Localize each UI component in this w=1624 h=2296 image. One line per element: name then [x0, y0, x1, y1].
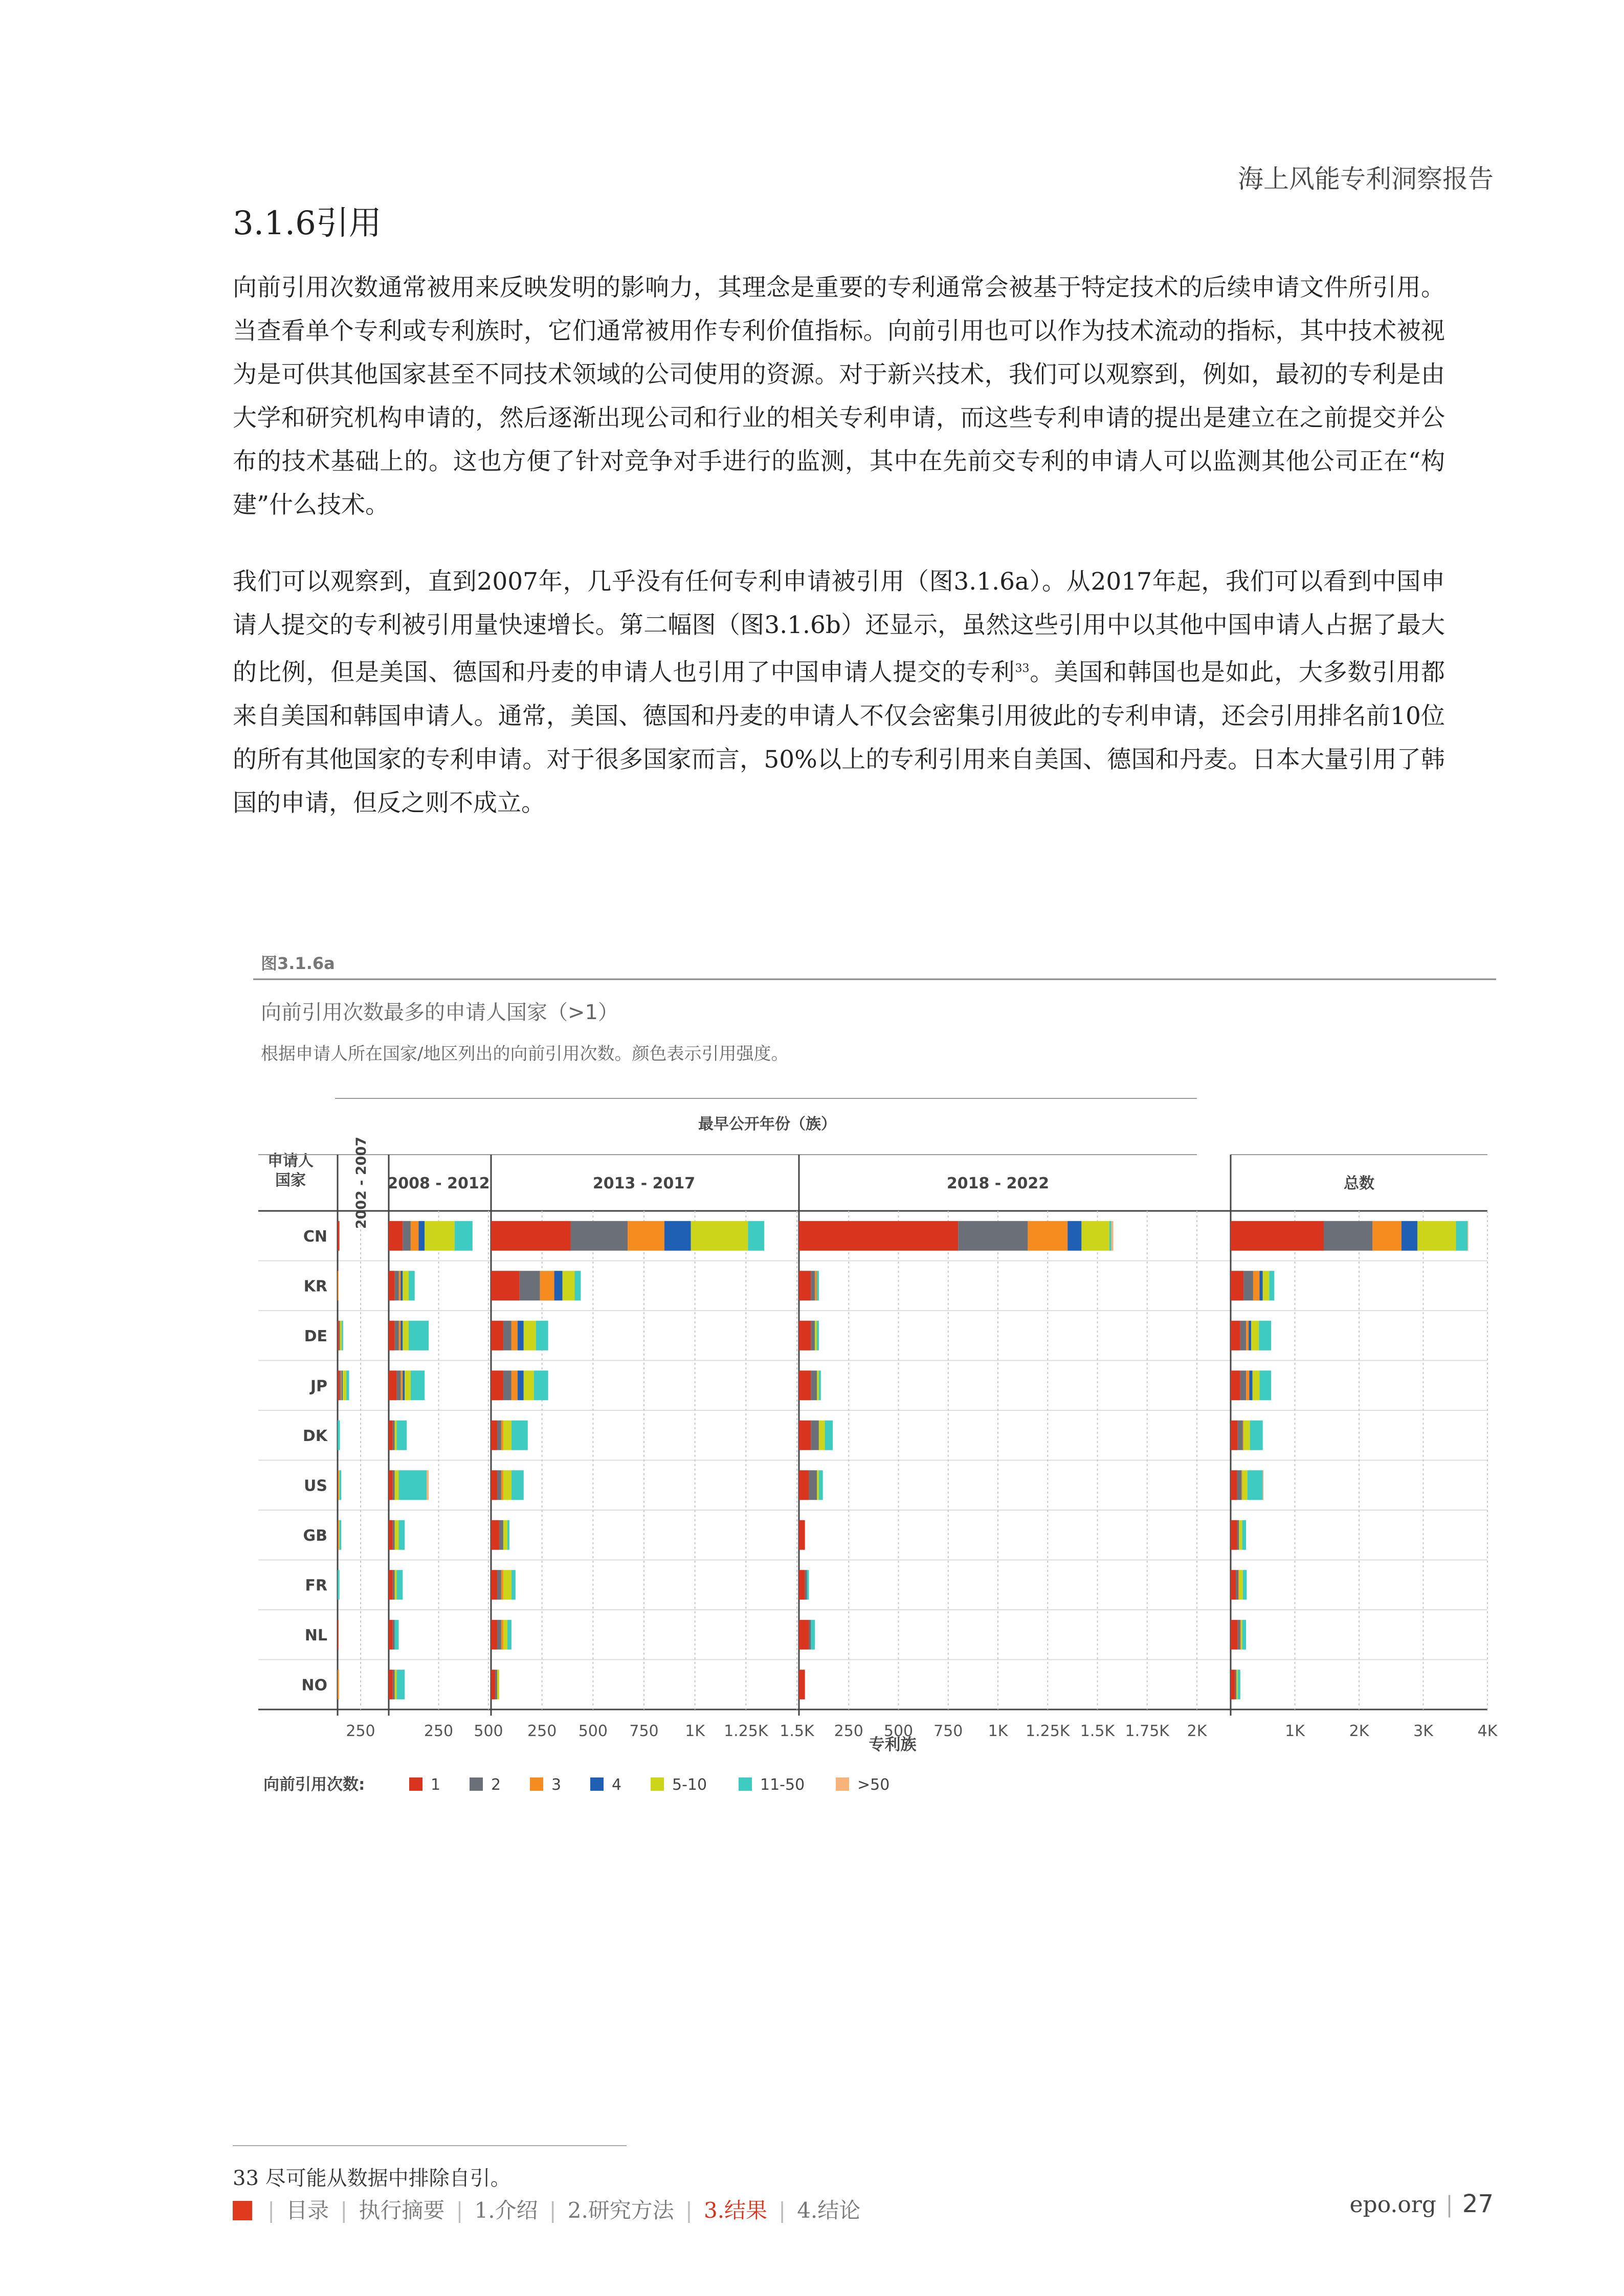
bar-segment-us-5 [339, 1470, 340, 1500]
bar-segment-us-5 [1242, 1470, 1248, 1500]
tick-label: 1K [1285, 1722, 1305, 1740]
bar-segment-fr-2 [805, 1570, 807, 1600]
bar-segment-nl-2 [497, 1620, 501, 1650]
bar-segment-de-2 [1240, 1321, 1246, 1350]
bar-segment-us-1 [799, 1470, 809, 1500]
bar-segment-nl-6 [1242, 1620, 1247, 1650]
tick-label: 2K [1349, 1722, 1369, 1740]
bar-segment-nl-6 [811, 1620, 815, 1650]
bar-segment-kr-3 [338, 1271, 339, 1300]
bar-segment-de-1 [338, 1321, 339, 1350]
bar-segment-us-2 [1237, 1470, 1242, 1500]
separator: | [456, 2198, 463, 2223]
bar-segment-cn-6 [1109, 1221, 1111, 1251]
separator: | [1445, 2192, 1453, 2218]
bar-segment-gb-5 [503, 1520, 507, 1550]
bar-segment-cn-2 [403, 1221, 411, 1251]
report-title: 海上风能专利洞察报告 [1238, 164, 1494, 194]
legend-swatch [590, 1777, 604, 1791]
bar-segment-de-2 [339, 1321, 340, 1350]
bar-segment-dk-1 [389, 1421, 393, 1450]
bar-segment-us-5 [817, 1470, 819, 1500]
tick-label: 3K [1413, 1722, 1433, 1740]
bar-segment-no-2 [495, 1670, 497, 1699]
bar-segment-gb-6 [399, 1520, 405, 1550]
bar-segment-nl-2 [809, 1620, 811, 1650]
bar-segment-jp-1 [338, 1370, 340, 1400]
bar-segment-kr-2 [520, 1271, 540, 1300]
bar-segment-de-5 [403, 1321, 409, 1350]
nav-link-method[interactable]: 2.研究方法 [567, 2198, 674, 2223]
bar-segment-nl-1 [389, 1620, 393, 1650]
bar-segment-jp-3 [511, 1370, 518, 1400]
bar-segment-fr-5 [503, 1570, 511, 1600]
bar-segment-cn-4 [664, 1221, 691, 1251]
bar-segment-cn-1 [1231, 1221, 1324, 1251]
bar-segment-cn-4 [1067, 1221, 1081, 1251]
tick-label: 750 [933, 1722, 963, 1740]
bar-segment-cn-1 [338, 1221, 340, 1251]
bar-segment-us-1 [389, 1470, 393, 1500]
group-title: 最早公开年份（族） [698, 1115, 836, 1133]
bar-segment-kr-5 [1263, 1271, 1270, 1300]
panel-title: 2013 - 2017 [592, 1175, 696, 1192]
bar-segment-nl-2 [1238, 1620, 1240, 1650]
bar-segment-jp-4 [1249, 1370, 1252, 1400]
panel-title: 2018 - 2022 [946, 1175, 1050, 1192]
bar-segment-nl-5 [503, 1620, 507, 1650]
bar-segment-nl-6 [395, 1620, 399, 1650]
bar-segment-no-3 [338, 1670, 339, 1699]
bar-segment-jp-2 [1240, 1370, 1246, 1400]
bar-segment-cn-4 [419, 1221, 425, 1251]
bar-segment-de-6 [1259, 1321, 1271, 1350]
bar-segment-us-2 [809, 1470, 817, 1500]
bar-segment-kr-2 [811, 1271, 815, 1300]
bar-segment-de-1 [491, 1321, 503, 1350]
bar-segment-jp-6 [534, 1370, 548, 1400]
bar-segment-fr-2 [497, 1570, 501, 1600]
bar-segment-kr-3 [540, 1271, 554, 1300]
bar-segment-cn-7 [1111, 1221, 1114, 1251]
bar-segment-cn-2 [958, 1221, 1028, 1251]
bar-segment-jp-5 [405, 1370, 411, 1400]
bar-segment-kr-3 [815, 1271, 817, 1300]
bar-segment-de-4 [1249, 1321, 1251, 1350]
legend-swatch [651, 1777, 664, 1791]
tick-label: 250 [834, 1722, 863, 1740]
tick-label: 750 [629, 1722, 659, 1740]
bar-segment-jp-1 [1231, 1370, 1240, 1400]
bar-segment-jp-6 [346, 1370, 349, 1400]
bar-segment-nl-6 [507, 1620, 511, 1650]
bar-segment-dk-1 [1231, 1421, 1238, 1450]
bar-segment-cn-5 [1417, 1221, 1456, 1251]
bar-segment-no-5 [395, 1670, 397, 1699]
bar-segment-us-7 [1263, 1470, 1264, 1500]
legend-label: >50 [857, 1776, 890, 1794]
bar-segment-de-6 [409, 1321, 429, 1350]
separator: | [549, 2198, 557, 2223]
bar-segment-us-7 [427, 1470, 429, 1500]
tick-label: 500 [578, 1722, 608, 1740]
bar-segment-fr-3 [501, 1570, 503, 1600]
tick-label: 1.25K [1026, 1722, 1070, 1740]
bar-segment-dk-2 [811, 1421, 819, 1450]
bar-segment-fr-6 [397, 1570, 403, 1600]
tick-label: 1.5K [780, 1722, 814, 1740]
footer-nav [233, 2194, 860, 2224]
nav-link-intro[interactable]: 1.介绍 [474, 2198, 538, 2223]
bar-segment-gb-5 [339, 1520, 340, 1550]
bar-segment-us-3 [501, 1470, 503, 1500]
bar-segment-jp-3 [401, 1370, 403, 1400]
bar-segment-cn-5 [691, 1221, 748, 1251]
bar-segment-cn-1 [799, 1221, 958, 1251]
tick-label: 1.75K [1125, 1722, 1169, 1740]
footnote-num: 33 [233, 2167, 259, 2190]
bar-segment-kr-4 [401, 1271, 403, 1300]
paragraph-2-part-a: 我们可以观察到，直到2007年，几乎没有任何专利申请被引用（图3.1.6a）。从2017年起，我们可以看到中国申请人提交的专利被引用量快速增长。第二幅图（图3.1.6b）还显示，虽然这些引用中以其他中国申请人占据了最大的比例，但是美国、德国和丹麦的申请人也引用了中国申请人提交的专利 [233, 568, 1445, 687]
tick-label: 1.25K [724, 1722, 768, 1740]
legend-label: 11-50 [760, 1776, 805, 1794]
legend-swatch [470, 1777, 483, 1791]
bar-segment-jp-5 [1253, 1370, 1260, 1400]
bar-segment-no-6 [1238, 1670, 1240, 1699]
bar-segment-de-3 [399, 1321, 401, 1350]
category-label-dk: DK [302, 1427, 327, 1445]
bar-segment-de-2 [811, 1321, 815, 1350]
bar-segment-kr-6 [409, 1271, 415, 1300]
bar-segment-no-1 [491, 1670, 495, 1699]
bar-segment-jp-4 [518, 1370, 524, 1400]
category-label-gb: GB [303, 1526, 327, 1545]
bar-segment-gb-6 [340, 1520, 342, 1550]
category-label-jp: JP [310, 1377, 327, 1395]
bar-segment-de-3 [511, 1321, 518, 1350]
nav-link-toc[interactable]: 目录 [286, 2198, 329, 2223]
bar-segment-fr-6 [338, 1570, 340, 1600]
bar-segment-kr-6 [1269, 1271, 1274, 1300]
bar-segment-gb-1 [338, 1520, 339, 1550]
bar-segment-cn-3 [628, 1221, 664, 1251]
bar-segment-fr-1 [799, 1570, 805, 1600]
bar-segment-de-3 [1246, 1321, 1249, 1350]
tick-label: 250 [527, 1722, 557, 1740]
bar-segment-gb-5 [1239, 1520, 1242, 1550]
bar-segment-us-2 [393, 1470, 395, 1500]
separator: | [778, 2198, 786, 2223]
bar-segment-nl-1 [338, 1620, 339, 1650]
tick-label: 4K [1477, 1722, 1498, 1740]
nav-link-summary[interactable]: 执行摘要 [359, 2198, 445, 2223]
bar-segment-no-1 [389, 1670, 393, 1699]
x-axis-label: 专利族 [869, 1736, 917, 1754]
bar-segment-jp-6 [1259, 1370, 1271, 1400]
bar-segment-jp-3 [341, 1370, 342, 1400]
bar-segment-jp-6 [819, 1370, 821, 1400]
bar-segment-jp-2 [397, 1370, 401, 1400]
bar-segment-cn-6 [748, 1221, 764, 1251]
bar-segment-cn-2 [1324, 1221, 1372, 1251]
bar-segment-gb-6 [1242, 1520, 1247, 1550]
bar-segment-jp-4 [403, 1370, 405, 1400]
bar-segment-dk-3 [501, 1421, 503, 1450]
legend-label: 5-10 [672, 1776, 707, 1794]
panel-title: 2008 - 2012 [387, 1175, 490, 1192]
bar-segment-de-5 [1251, 1321, 1259, 1350]
bar-segment-jp-5 [524, 1370, 534, 1400]
bar-segment-kr-5 [403, 1271, 409, 1300]
bar-segment-kr-1 [491, 1271, 520, 1300]
bar-segment-dk-6 [1250, 1421, 1263, 1450]
tick-label: 500 [883, 1722, 914, 1740]
bar-segment-kr-1 [1231, 1271, 1243, 1300]
row-header-line1: 申请人 [268, 1152, 314, 1170]
bar-segment-fr-5 [1239, 1570, 1243, 1600]
bar-segment-nl-1 [1231, 1620, 1238, 1650]
figure-title: 向前引用次数最多的申请人国家（>1） [261, 1001, 618, 1024]
nav-link-conclusion[interactable]: 4.结论 [797, 2198, 861, 2223]
bar-segment-gb-2 [393, 1520, 395, 1550]
bar-segment-us-6 [340, 1470, 342, 1500]
bar-segment-us-6 [1248, 1470, 1263, 1500]
category-label-us: US [304, 1477, 327, 1495]
nav-link-results[interactable]: 3.结果 [703, 2198, 768, 2223]
category-label-no: NO [301, 1676, 327, 1695]
figure-subtitle: 根据申请人所在国家/地区列出的向前引用次数。颜色表示引用强度。 [261, 1044, 789, 1064]
bar-segment-us-2 [497, 1470, 501, 1500]
separator: | [340, 2198, 348, 2223]
legend-label: 3 [551, 1776, 562, 1794]
bar-segment-jp-1 [799, 1370, 811, 1400]
tick-label: 500 [474, 1722, 503, 1740]
bar-segment-fr-6 [511, 1570, 516, 1600]
footnote-rule [233, 2145, 627, 2146]
bar-segment-gb-1 [491, 1520, 499, 1550]
tick-label: 2K [1187, 1722, 1207, 1740]
bar-segment-gb-1 [1231, 1520, 1237, 1550]
site-link[interactable]: epo.org [1349, 2192, 1437, 2218]
bar-segment-kr-4 [554, 1271, 563, 1300]
legend-label: 1 [431, 1776, 441, 1794]
bar-segment-dk-6 [338, 1421, 340, 1450]
bar-segment-dk-6 [825, 1421, 833, 1450]
paragraph-2-part-b: 。美国和韩国也是如此，大多数引用都来自美国和韩国申请人。通常，美国、德国和丹麦的申请人不仅会密集引用彼此的专利申请，还会引用排名前10位的所有其他国家的专利申请。对于很多国家而言，50%以上的专利引用来自美国、德国和丹麦。日本大量引用了韩国的申请，但反之则不成立。 [233, 658, 1445, 817]
section-title: 3.1.6引用 [233, 205, 382, 242]
bar-segment-us-1 [1231, 1470, 1237, 1500]
bar-segment-no-6 [397, 1670, 405, 1699]
bar-segment-cn-4 [1401, 1221, 1417, 1251]
bar-segment-gb-2 [499, 1520, 503, 1550]
row-header-line2: 国家 [275, 1172, 306, 1189]
bar-segment-fr-1 [1231, 1570, 1236, 1600]
tick-label: 1K [685, 1722, 705, 1740]
legend-swatch [530, 1777, 543, 1791]
panel-title: 总数 [1344, 1175, 1374, 1192]
bar-segment-nl-1 [799, 1620, 809, 1650]
bar-segment-nl-2 [393, 1620, 395, 1650]
bar-segment-cn-1 [491, 1221, 570, 1251]
category-label-cn: CN [303, 1227, 327, 1246]
legend-title: 向前引用次数: [263, 1775, 365, 1794]
bar-segment-cn-2 [570, 1221, 628, 1251]
bar-segment-dk-1 [491, 1421, 497, 1450]
bar-segment-us-5 [395, 1470, 399, 1500]
footnote-ref[interactable]: 33 [1015, 662, 1030, 675]
bar-segment-de-2 [503, 1321, 511, 1350]
bar-segment-us-1 [338, 1470, 339, 1500]
bar-segment-dk-6 [397, 1421, 407, 1450]
figure-label: 图3.1.6a [261, 954, 335, 973]
legend-swatch [409, 1777, 422, 1791]
bar-segment-dk-5 [1243, 1421, 1250, 1450]
chart-body [258, 1137, 1498, 1794]
paragraph-1: 向前引用次数通常被用来反映发明的影响力，其理念是重要的专利通常会被基于特定技术的后续申请文件所引用。当查看单个专利或专利族时，它们通常被用作专利价值指标。向前引用也可以作为技术流动的指标，其中技术被视为是可供其他国家甚至不同技术领域的公司使用的资源。对于新兴技术，我们可以观察到，例如，最初的专利是由大学和研究机构申请的，然后逐渐出现公司和行业的相关专利申请，而这些专利申请的提出是建立在之前提交并公布的技术基础上的。这也方便了针对竞争对手进行的监测，其中在先前交专利的申请人可以监测其他公司正在“构建”什么技术。 [233, 274, 1445, 519]
bar-segment-dk-5 [503, 1421, 511, 1450]
bar-segment-no-1 [799, 1670, 805, 1699]
bar-segment-dk-2 [497, 1421, 501, 1450]
bar-segment-fr-1 [389, 1570, 393, 1600]
bar-segment-cn-3 [1372, 1221, 1401, 1251]
separator: | [685, 2198, 693, 2223]
bar-segment-de-5 [524, 1321, 536, 1350]
legend-swatch [836, 1777, 849, 1791]
separator: | [268, 2198, 275, 2223]
bar-segment-us-5 [503, 1470, 511, 1500]
bar-segment-de-1 [799, 1321, 811, 1350]
bar-segment-dk-5 [819, 1421, 825, 1450]
bar-segment-fr-6 [807, 1570, 809, 1600]
bar-segment-dk-2 [393, 1421, 395, 1450]
bar-segment-dk-1 [799, 1421, 811, 1450]
panel-title: 2002 - 2007 [353, 1136, 369, 1229]
page-number: 27 [1462, 2190, 1494, 2218]
bar-segment-cn-1 [389, 1221, 403, 1251]
bar-segment-nl-3 [501, 1620, 503, 1650]
bar-segment-no-2 [393, 1670, 395, 1699]
tick-label: 1.5K [1080, 1722, 1115, 1740]
bar-segment-fr-2 [1236, 1570, 1238, 1600]
bar-segment-kr-4 [1259, 1271, 1262, 1300]
bar-segment-de-1 [389, 1321, 395, 1350]
bar-segment-jp-5 [343, 1370, 346, 1400]
category-label-de: DE [304, 1327, 327, 1345]
bar-segment-gb-2 [1237, 1520, 1239, 1550]
bar-segment-us-6 [511, 1470, 524, 1500]
bar-segment-kr-3 [1253, 1271, 1260, 1300]
category-label-fr: FR [305, 1577, 327, 1595]
bar-segment-us-6 [399, 1470, 427, 1500]
bar-segment-de-5 [815, 1321, 817, 1350]
bar-segment-jp-4 [342, 1370, 343, 1400]
bar-segment-gb-1 [389, 1520, 393, 1550]
bar-segment-cn-6 [455, 1221, 473, 1251]
bar-segment-cn-6 [1456, 1221, 1468, 1251]
bar-segment-no-1 [1231, 1670, 1235, 1699]
bar-segment-jp-6 [411, 1370, 425, 1400]
legend-swatch [739, 1777, 752, 1791]
bar-segment-de-6 [536, 1321, 548, 1350]
bar-segment-fr-6 [1243, 1570, 1247, 1600]
bar-segment-de-6 [817, 1321, 819, 1350]
bar-segment-cn-3 [411, 1221, 419, 1251]
bar-segment-de-5 [340, 1321, 342, 1350]
footer-right [1349, 2190, 1494, 2218]
bar-segment-fr-2 [393, 1570, 395, 1600]
bar-segment-dk-2 [1238, 1421, 1243, 1450]
bar-segment-jp-3 [1246, 1370, 1249, 1400]
tick-label: 250 [346, 1722, 375, 1740]
bar-segment-cn-5 [1081, 1221, 1109, 1251]
legend-label: 4 [612, 1776, 622, 1794]
bar-segment-cn-3 [1028, 1221, 1067, 1251]
bar-segment-jp-1 [491, 1370, 503, 1400]
bar-segment-jp-1 [389, 1370, 397, 1400]
bar-segment-us-6 [819, 1470, 823, 1500]
bar-segment-nl-1 [491, 1620, 497, 1650]
bar-segment-gb-6 [507, 1520, 509, 1550]
bar-segment-fr-5 [395, 1570, 397, 1600]
tick-label: 250 [424, 1722, 454, 1740]
legend-label: 2 [491, 1776, 501, 1794]
bar-segment-gb-1 [799, 1520, 805, 1550]
bar-segment-kr-5 [563, 1271, 575, 1300]
bar-segment-dk-6 [511, 1421, 528, 1450]
bar-segment-kr-1 [389, 1271, 395, 1300]
bar-segment-kr-1 [799, 1271, 811, 1300]
bar-segment-no-2 [1235, 1670, 1237, 1699]
bar-segment-de-1 [1231, 1321, 1240, 1350]
bar-segment-de-2 [395, 1321, 399, 1350]
bar-segment-gb-5 [395, 1520, 399, 1550]
bar-segment-no-5 [1236, 1670, 1238, 1699]
bar-segment-us-1 [491, 1470, 497, 1500]
bar-segment-kr-6 [574, 1271, 581, 1300]
bar-segment-de-4 [401, 1321, 403, 1350]
bar-segment-kr-2 [395, 1271, 399, 1300]
bar-segment-de-4 [518, 1321, 524, 1350]
tick-label: 1K [988, 1722, 1008, 1740]
category-label-nl: NL [304, 1626, 327, 1645]
brand-square-icon [233, 2201, 252, 2220]
bar-segment-no-5 [497, 1670, 499, 1699]
bar-segment-cn-5 [425, 1221, 455, 1251]
bar-segment-cn-7 [1467, 1221, 1469, 1251]
bar-segment-jp-2 [811, 1370, 817, 1400]
bar-segment-de-6 [342, 1321, 343, 1350]
bar-segment-fr-1 [491, 1570, 497, 1600]
bar-segment-kr-6 [817, 1271, 819, 1300]
footnote-text: 尽可能从数据中排除自引。 [265, 2167, 511, 2190]
bar-segment-nl-5 [1241, 1620, 1242, 1650]
bar-segment-kr-2 [1243, 1271, 1253, 1300]
bar-segment-dk-5 [395, 1421, 397, 1450]
bar-segment-jp-2 [503, 1370, 511, 1400]
bar-segment-jp-5 [817, 1370, 819, 1400]
bar-segment-jp-2 [340, 1370, 341, 1400]
bar-segment-kr-3 [399, 1271, 401, 1300]
category-label-kr: KR [303, 1277, 327, 1296]
footnote [233, 2162, 511, 2191]
